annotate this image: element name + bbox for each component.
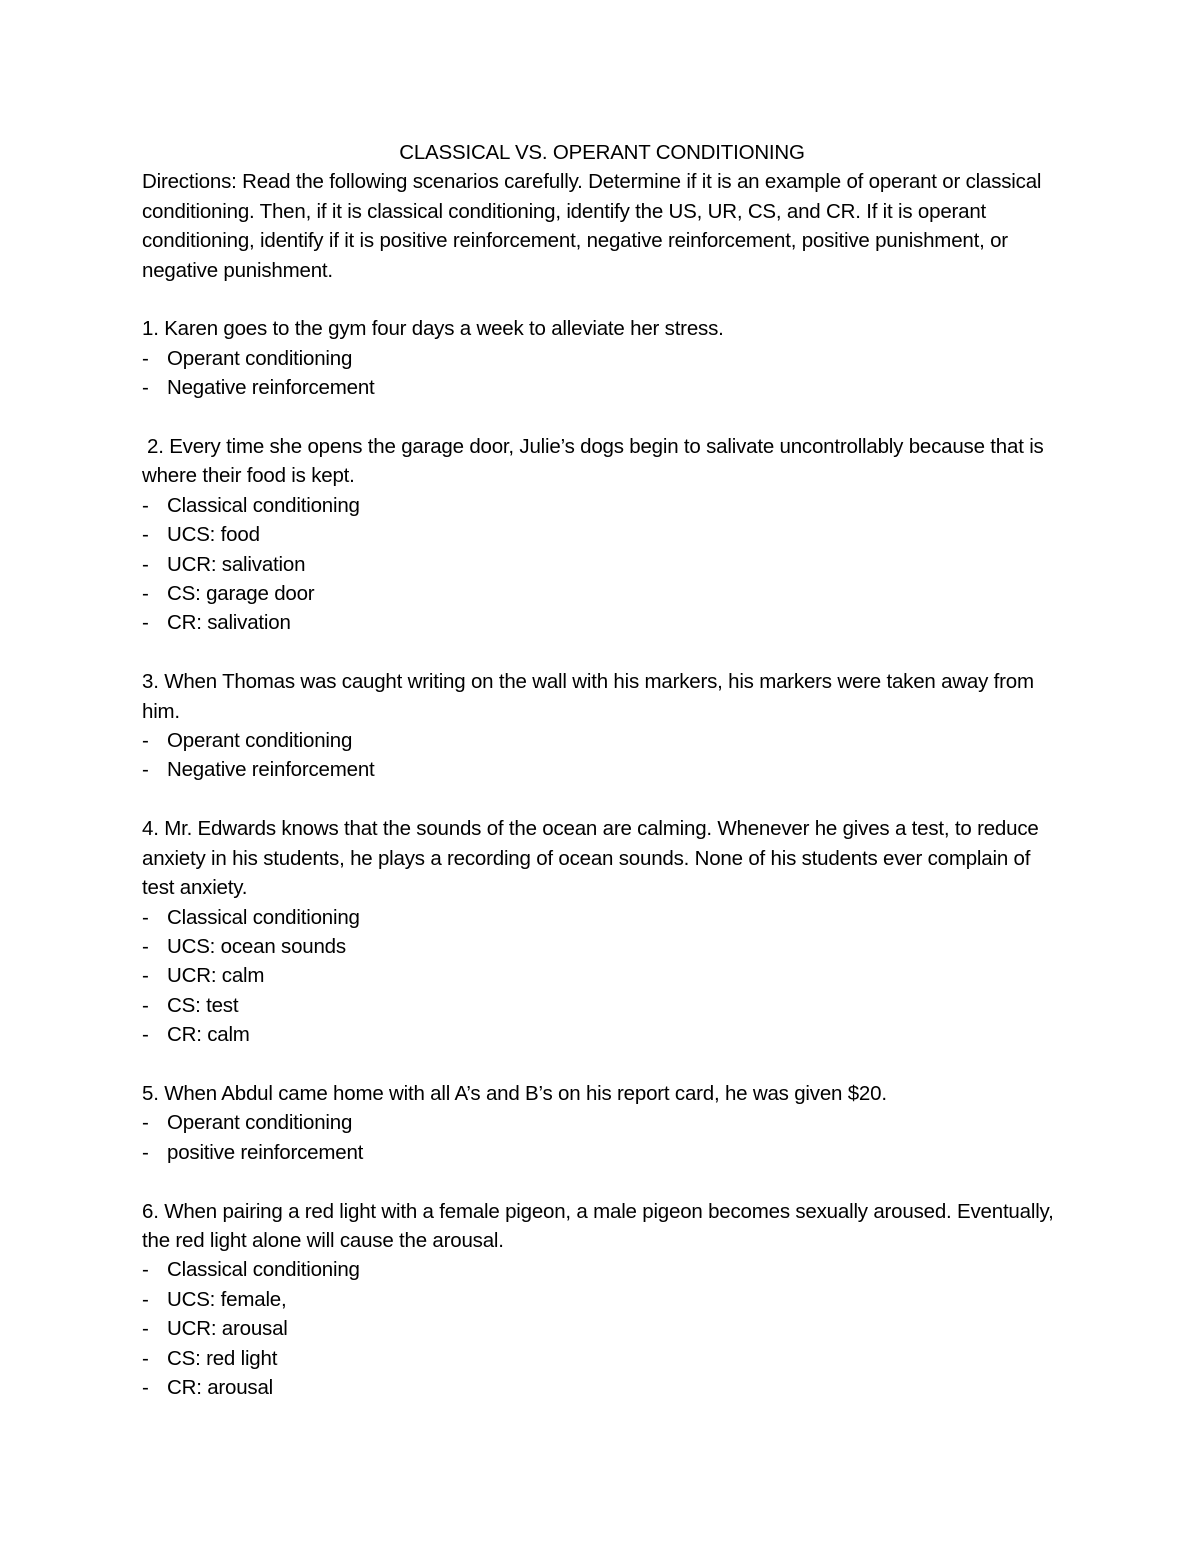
document-title: CLASSICAL VS. OPERANT CONDITIONING [399, 141, 805, 164]
question-block [142, 667, 1062, 785]
question-block [142, 432, 1062, 638]
document-body [142, 138, 1062, 1402]
question-block [142, 1079, 1062, 1167]
bullet-dash: - [142, 523, 149, 547]
answer-text: CS: red light [167, 1346, 278, 1370]
directions-text: Directions: Read the following scenarios carefully. Determine if it is an example of operant or classical conditioning. Then, if it is classical conditioning, identify the US, UR, CS, and CR. If it is operant conditioning, identify if it is positive reinforcement, negative reinforcement, positive punishment, or negative punishment. [142, 170, 1042, 282]
spacer [142, 785, 1062, 814]
answer-item [142, 550, 1062, 579]
answer-item [142, 579, 1062, 608]
answer-item [142, 520, 1062, 549]
question-prompt: 5. When Abdul came home with all A’s and B’s on his report card, he was given $20. [142, 1081, 887, 1105]
answer-item [142, 903, 1062, 932]
answer-text: UCS: ocean sounds [167, 934, 346, 958]
bullet-dash: - [142, 611, 149, 635]
bullet-dash: - [142, 552, 149, 576]
bullet-dash: - [142, 1317, 149, 1341]
answer-text: Negative reinforcement [167, 758, 375, 782]
bullet-dash: - [142, 905, 149, 929]
answer-text: CS: test [167, 993, 239, 1017]
bullet-dash: - [142, 1287, 149, 1311]
bullet-dash: - [142, 1258, 149, 1282]
bullet-dash: - [142, 729, 149, 753]
bullet-dash: - [142, 1111, 149, 1135]
answer-list [142, 903, 1062, 1050]
question-prompt: 4. Mr. Edwards knows that the sounds of the ocean are calming. Whenever he gives a test, to reduce anxiety in his students, he plays a recording of ocean sounds. None of his students ever complain of test anxiety. [142, 817, 1039, 900]
answer-text: CR: arousal [167, 1375, 274, 1399]
bullet-dash: - [142, 346, 149, 370]
bullet-dash: - [142, 934, 149, 958]
question-prompt: 2. Every time she opens the garage door, Julie’s dogs begin to salivate uncontrollably because that is where their food is kept. [142, 435, 1044, 488]
answer-item [142, 373, 1062, 402]
answer-text: Negative reinforcement [167, 376, 375, 400]
answer-item [142, 1255, 1062, 1284]
answer-item [142, 961, 1062, 990]
answer-item [142, 1285, 1062, 1314]
answer-text: UCR: arousal [167, 1317, 288, 1341]
question-block [142, 314, 1062, 402]
answer-text: UCR: salivation [167, 552, 306, 576]
bullet-dash: - [142, 1023, 149, 1047]
answer-list [142, 491, 1062, 638]
spacer [142, 638, 1062, 667]
question-block [142, 1197, 1062, 1403]
answer-item [142, 1108, 1062, 1137]
question-block [142, 814, 1062, 1049]
bullet-dash: - [142, 964, 149, 988]
answer-text: Operant conditioning [167, 346, 353, 370]
answer-text: CR: salivation [167, 611, 291, 635]
answer-text: UCS: female, [167, 1287, 287, 1311]
bullet-dash: - [142, 493, 149, 517]
answer-item [142, 608, 1062, 637]
answer-list [142, 344, 1062, 403]
answer-text: Classical conditioning [167, 1258, 360, 1282]
bullet-dash: - [142, 1375, 149, 1399]
answer-text: UCS: food [167, 523, 260, 547]
answer-item [142, 1344, 1062, 1373]
question-prompt: 1. Karen goes to the gym four days a week to alleviate her stress. [142, 317, 724, 341]
answer-item [142, 344, 1062, 373]
question-prompt: 3. When Thomas was caught writing on the wall with his markers, his markers were taken away from him. [142, 670, 1034, 723]
answer-item [142, 755, 1062, 784]
bullet-dash: - [142, 376, 149, 400]
answer-item [142, 491, 1062, 520]
answer-text: CS: garage door [167, 582, 315, 606]
answer-item [142, 991, 1062, 1020]
answer-item [142, 726, 1062, 755]
spacer [142, 403, 1062, 432]
spacer [142, 1167, 1062, 1196]
answer-list [142, 726, 1062, 785]
spacer [142, 285, 1062, 314]
answer-text: Operant conditioning [167, 1111, 353, 1135]
bullet-dash: - [142, 758, 149, 782]
answer-item [142, 1138, 1062, 1167]
answer-text: Operant conditioning [167, 729, 353, 753]
answer-list [142, 1108, 1062, 1167]
answer-text: UCR: calm [167, 964, 265, 988]
answer-item [142, 1373, 1062, 1402]
bullet-dash: - [142, 582, 149, 606]
answer-item [142, 1314, 1062, 1343]
answer-list [142, 1255, 1062, 1402]
answer-item [142, 932, 1062, 961]
bullet-dash: - [142, 993, 149, 1017]
bullet-dash: - [142, 1346, 149, 1370]
answer-text: CR: calm [167, 1023, 250, 1047]
answer-text: positive reinforcement [167, 1140, 364, 1164]
question-prompt: 6. When pairing a red light with a female pigeon, a male pigeon becomes sexually aroused. Eventually, the red light alone will cause the arousal. [142, 1199, 1054, 1252]
bullet-dash: - [142, 1140, 149, 1164]
answer-item [142, 1020, 1062, 1049]
spacer [142, 1050, 1062, 1079]
answer-text: Classical conditioning [167, 905, 360, 929]
answer-text: Classical conditioning [167, 493, 360, 517]
